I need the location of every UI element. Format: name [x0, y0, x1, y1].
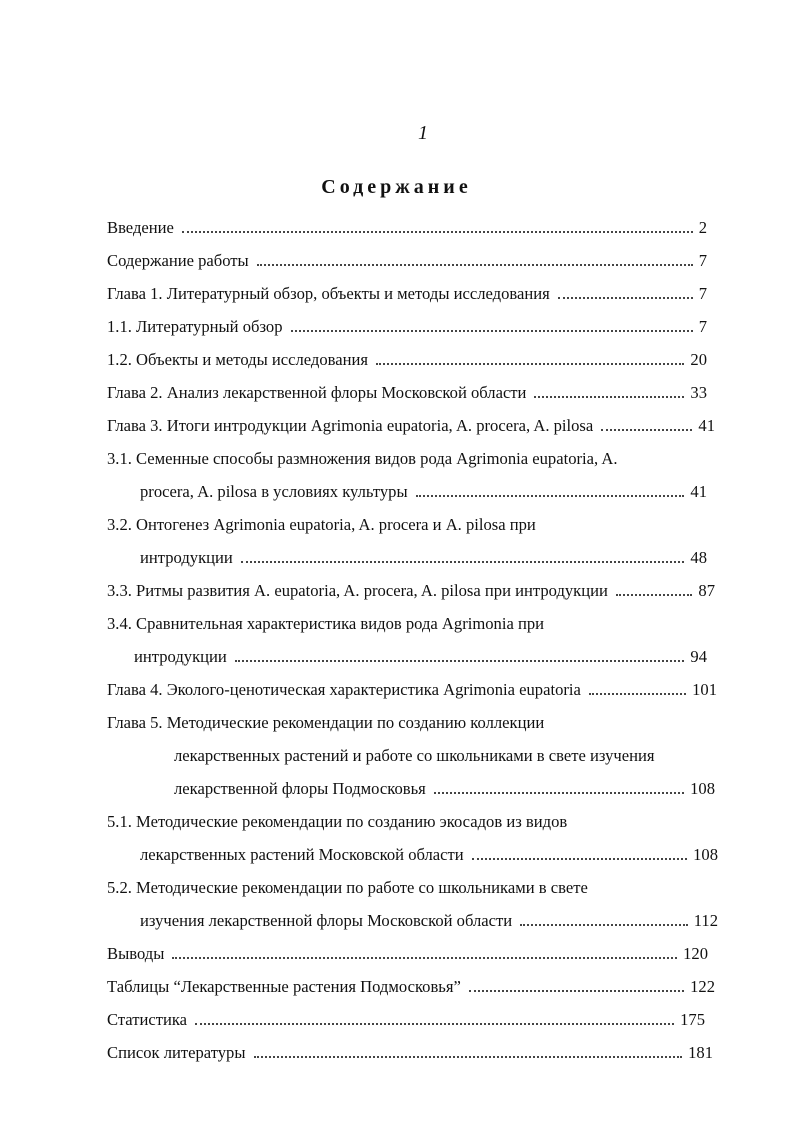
toc-entry-title: 1.2. Объекты и методы исследования: [107, 350, 369, 369]
toc-entry-title: 1.1. Литературный обзор: [107, 317, 283, 336]
toc-entry-page: 112: [693, 911, 718, 930]
toc-entry-line: [107, 604, 544, 634]
toc-entry: [140, 835, 718, 865]
toc-entry: [107, 373, 707, 403]
toc-leader: [520, 912, 688, 926]
toc-entry-line: [107, 703, 544, 733]
toc-entry-title: 3.1. Семенные способы размножения видов рода Agrimonia eupatoria, A.: [107, 449, 618, 468]
toc-entry-title-cont: лекарственной флоры Подмосковья: [174, 779, 426, 798]
toc-entry: [107, 670, 717, 700]
toc-entry-page: 94: [690, 647, 707, 666]
toc-entry-title: Список литературы: [107, 1043, 246, 1062]
toc-entry-title: Глава 4. Эколого-ценотическая характеристика Agrimonia eupatoria: [107, 680, 581, 699]
toc-entry-title: Глава 5. Методические рекомендации по созданию коллекции: [107, 713, 545, 732]
toc-leader: [472, 846, 687, 860]
toc-entry-title: 3.3. Ритмы развития A. eupatoria, A. procera, A. pilosa при интродукции: [107, 581, 608, 600]
toc-entry-title-cont: лекарственных растений и работе со школьниками в свете изучения: [174, 746, 655, 765]
toc-leader: [195, 1011, 674, 1025]
toc-entry-title: Глава 1. Литературный обзор, объекты и методы исследования: [107, 284, 550, 303]
toc-leader: [616, 582, 693, 596]
toc-entry-title: Таблицы “Лекарственные растения Подмосковья”: [107, 977, 461, 996]
toc-entry-title-cont: изучения лекарственной флоры Московской области: [140, 911, 513, 930]
toc-entry-title-cont: интродукции: [140, 548, 233, 567]
toc-leader: [241, 549, 685, 563]
toc-leader: [376, 351, 684, 365]
toc-entry-page: 120: [683, 944, 708, 963]
toc-leader: [589, 681, 686, 695]
toc-leader: [172, 945, 677, 959]
toc-entry-title: Содержание работы: [107, 251, 249, 270]
toc-entry: [107, 1000, 705, 1030]
toc-entry: [140, 472, 707, 502]
toc-leader: [469, 978, 684, 992]
toc-leader: [534, 384, 684, 398]
toc-entry-page: 48: [690, 548, 707, 567]
toc-entry-page: 108: [690, 779, 715, 798]
toc-entry-title: 3.2. Онтогенез Agrimonia eupatoria, A. procera и A. pilosa при: [107, 515, 536, 534]
toc-entry-title: Статистика: [107, 1010, 188, 1029]
toc-entry-page: 7: [698, 317, 707, 336]
toc-entry: [107, 967, 715, 997]
toc-entry: [107, 340, 707, 370]
toc-entry-title-cont: procera, A. pilosa в условиях культуры: [140, 482, 408, 501]
toc-entry-page: 33: [690, 383, 707, 402]
toc-entry-page: 175: [680, 1010, 705, 1029]
toc-entry: [107, 208, 707, 238]
toc-entry-title-cont: лекарственных растений Московской области: [140, 845, 464, 864]
toc-entry-page: 101: [692, 680, 717, 699]
toc-entry-title: 3.4. Сравнительная характеристика видов рода Agrimonia при: [107, 614, 545, 633]
toc-entry: [107, 241, 707, 271]
toc-entry: [107, 571, 715, 601]
toc-entry: [134, 637, 707, 667]
toc-entry-line: [107, 505, 536, 535]
toc-entry: [107, 406, 715, 436]
page-title: Содержание: [321, 176, 472, 198]
page-number: 1: [418, 122, 428, 144]
toc-entry: [107, 307, 707, 337]
toc-entry-title: Глава 3. Итоги интродукции Agrimonia eupatoria, A. procera, A. pilosa: [107, 416, 594, 435]
toc-entry-line: [107, 802, 567, 832]
toc-entry-page: 41: [698, 416, 715, 435]
toc-entry-page: 181: [688, 1043, 713, 1062]
toc-leader: [254, 1044, 683, 1058]
toc-entry-line: [174, 736, 655, 766]
toc-entry-title: 5.1. Методические рекомендации по созданию экосадов из видов: [107, 812, 568, 831]
toc-entry-page: 20: [690, 350, 707, 369]
toc-entry-page: 7: [698, 284, 707, 303]
toc-entry: [107, 274, 707, 304]
toc-entry: [174, 769, 715, 799]
toc-entry: [107, 1033, 713, 1063]
toc-entry-title: 5.2. Методические рекомендации по работе со школьниками в свете: [107, 878, 588, 897]
toc-entry-page: 2: [698, 218, 707, 237]
toc-entry-page: 87: [698, 581, 715, 600]
toc-leader: [291, 318, 693, 332]
toc-entry-page: 7: [698, 251, 707, 270]
toc-entry: [107, 934, 708, 964]
toc-leader: [601, 417, 692, 431]
toc-entry-page: 108: [693, 845, 718, 864]
toc-entry-title: Глава 2. Анализ лекарственной флоры Московской области: [107, 383, 527, 402]
toc-leader: [182, 219, 693, 233]
toc-leader: [558, 285, 693, 299]
toc-entry: [140, 901, 718, 931]
toc-entry-page: 122: [690, 977, 715, 996]
toc-leader: [235, 648, 685, 662]
toc-entry-page: 41: [690, 482, 707, 501]
toc-entry-title: Выводы: [107, 944, 165, 963]
toc-entry-title-cont: интродукции: [134, 647, 227, 666]
toc-entry-line: [107, 868, 588, 898]
toc-entry-line: [107, 439, 618, 469]
toc-leader: [257, 252, 693, 266]
toc-entry-title: Введение: [107, 218, 174, 237]
toc-leader: [416, 483, 685, 497]
toc-leader: [434, 780, 684, 794]
toc-entry: [140, 538, 707, 568]
